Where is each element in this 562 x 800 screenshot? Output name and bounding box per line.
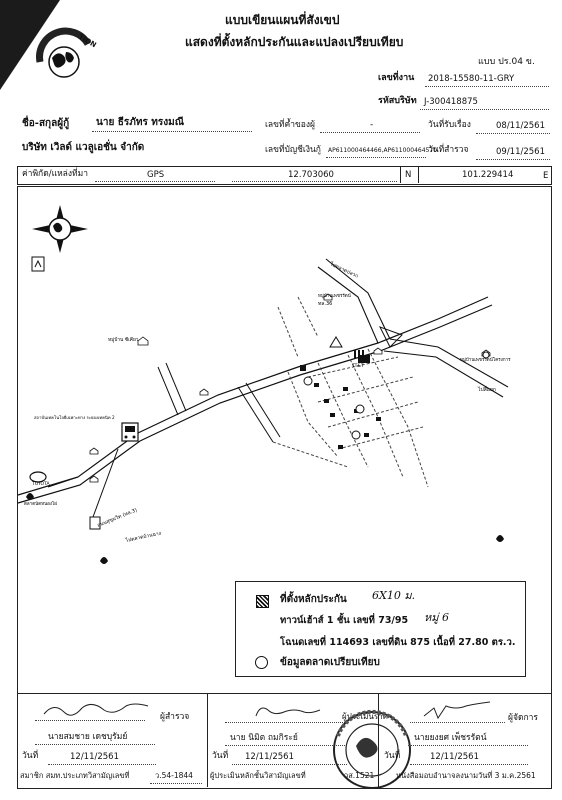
job-no: 2018-15580-11-GRY: [428, 74, 515, 84]
collateral-label: ที่ตั้งหลักประกัน: [280, 594, 347, 605]
survey-date-label: วันที่สำรวจ: [428, 145, 469, 155]
member-no: ว.54-1844: [155, 771, 193, 780]
company-logo: [30, 22, 98, 86]
appraiser-date-label: วันที่: [212, 751, 229, 761]
road-left-label: ถนนสุขุมวิท (ทล.3): [96, 507, 139, 529]
tt-label: TT&T: [352, 364, 364, 369]
appraiser-signature: [250, 700, 330, 724]
market-circle-icon: [255, 656, 268, 669]
school-label: สถาบันเทคโนโลยีเฉพาะทาง ระยองเทคนิค 2: [34, 415, 115, 420]
moo-handwritten: หมู่ 6: [424, 611, 449, 624]
title-line2: แสดงที่ตั้งหลักประกันและแปลงเปรียบเทียบ: [185, 35, 404, 49]
appraiser-note: ผู้ประเมินหลักชั้นวิสามัญเลขที่: [210, 771, 306, 780]
collateral-size: 6X10 ม.: [372, 589, 416, 602]
village1-label: หมู่บ้าน ซีเคียว: [108, 338, 139, 343]
account-label: เลขที่บัญชีเงินกู้: [265, 145, 321, 155]
coords-lon-dir: E: [543, 171, 549, 181]
market-data-label: ข้อมูลตลาดเปรียบเทียบ: [280, 657, 380, 668]
road-right-label: ไปสี่แยก: [478, 387, 496, 393]
road-top-label: ไปตลาดปลวก: [329, 261, 360, 280]
appraiser-date: 12/11/2561: [245, 752, 294, 762]
company-code-label: รหัสบริษัท: [378, 96, 417, 106]
company-name: บริษัท เวิลด์ แวลูเอชั่น จำกัด: [22, 142, 145, 153]
surveyor-signature: [40, 700, 160, 722]
appraiser-no: วส.1521: [344, 771, 375, 780]
surveyor-role: ผู้สำรวจ: [160, 712, 190, 722]
manager-note: หนังสือมอบอำนาจลงนามวันที่ 3 ม.ค.2561: [396, 771, 536, 780]
company-code: J-300418875: [424, 97, 478, 107]
received-date-label: วันที่รับเรื่อง: [428, 120, 471, 130]
surveyor-name: นายสมชาย เดชบุรัมย์: [48, 732, 128, 742]
form-number: แบบ ปร.04 ข.: [478, 57, 535, 67]
manager-role: ผู้จัดการ: [508, 713, 538, 723]
village2-label: หมู่บ้านเพชรรัตน์: [318, 294, 351, 299]
member-label: สมาชิก สมท.ประเภทวิสามัญเลขที่: [20, 771, 130, 780]
manager-date: 12/11/2561: [430, 752, 479, 762]
appraiser-role: ผู้ประเมินราคา: [342, 712, 393, 721]
account-no: AP611000464466,AP611000464570: [328, 147, 437, 154]
compass-icon: [32, 205, 88, 253]
survey-date: 09/11/2561: [496, 147, 545, 157]
surveyor-date: 12/11/2561: [70, 752, 119, 762]
coords-lat-dir: N: [405, 170, 412, 180]
guarantor-label: เลขที่ค้ำของผู้: [265, 120, 316, 130]
title-line1: แบบเขียนแผนที่สังเขป: [225, 13, 340, 27]
collateral-hatch-icon: [256, 595, 269, 608]
coords-source: GPS: [147, 170, 165, 180]
building-desc: ทาวน์เฮ้าส์ 1 ชั้น เลขที่ 73/95: [280, 615, 409, 626]
toyota-label: TOYOTA: [32, 482, 50, 487]
manager-signature: [420, 700, 500, 724]
manager-date-label: วันที่: [384, 751, 401, 761]
coords-lat: 12.703060: [288, 170, 334, 180]
village3-label: หมู่บ้านเพชรรัตน์โครงการ: [460, 358, 511, 363]
market-label: ตลาดนัดหนองไผ่: [24, 502, 57, 507]
surveyor-date-label: วันที่: [22, 751, 39, 761]
appraiser-name: นาย นิมิต ถมกิระย์: [230, 733, 298, 743]
guarantor-value: -: [370, 120, 374, 130]
job-no-label: เลขที่งาน: [378, 73, 415, 83]
road-bottom-label: ไปตลาดบ้านฉาง: [125, 530, 162, 544]
road-no-label: ทล.36: [318, 301, 333, 307]
deed-desc: โฉนดเลขที่ 114693 เลขที่ดิน 875 เนื้อที่ 27.80 ตร.ว.: [280, 637, 516, 648]
coords-lon: 101.229414: [462, 170, 514, 180]
coords-label: ค่าพิกัด/แหล่งที่มา: [22, 169, 89, 179]
borrower-name: นาย ธีรภัทร ทรงมณี: [96, 117, 185, 128]
borrower-label: ชื่อ-สกุลผู้กู้: [22, 118, 70, 129]
logo-text: TION: [77, 32, 98, 50]
received-date: 08/11/2561: [496, 121, 545, 131]
bus-icon: [122, 423, 138, 441]
manager-name: นายยงยศ เพ็ชรรัตน์: [414, 733, 487, 743]
